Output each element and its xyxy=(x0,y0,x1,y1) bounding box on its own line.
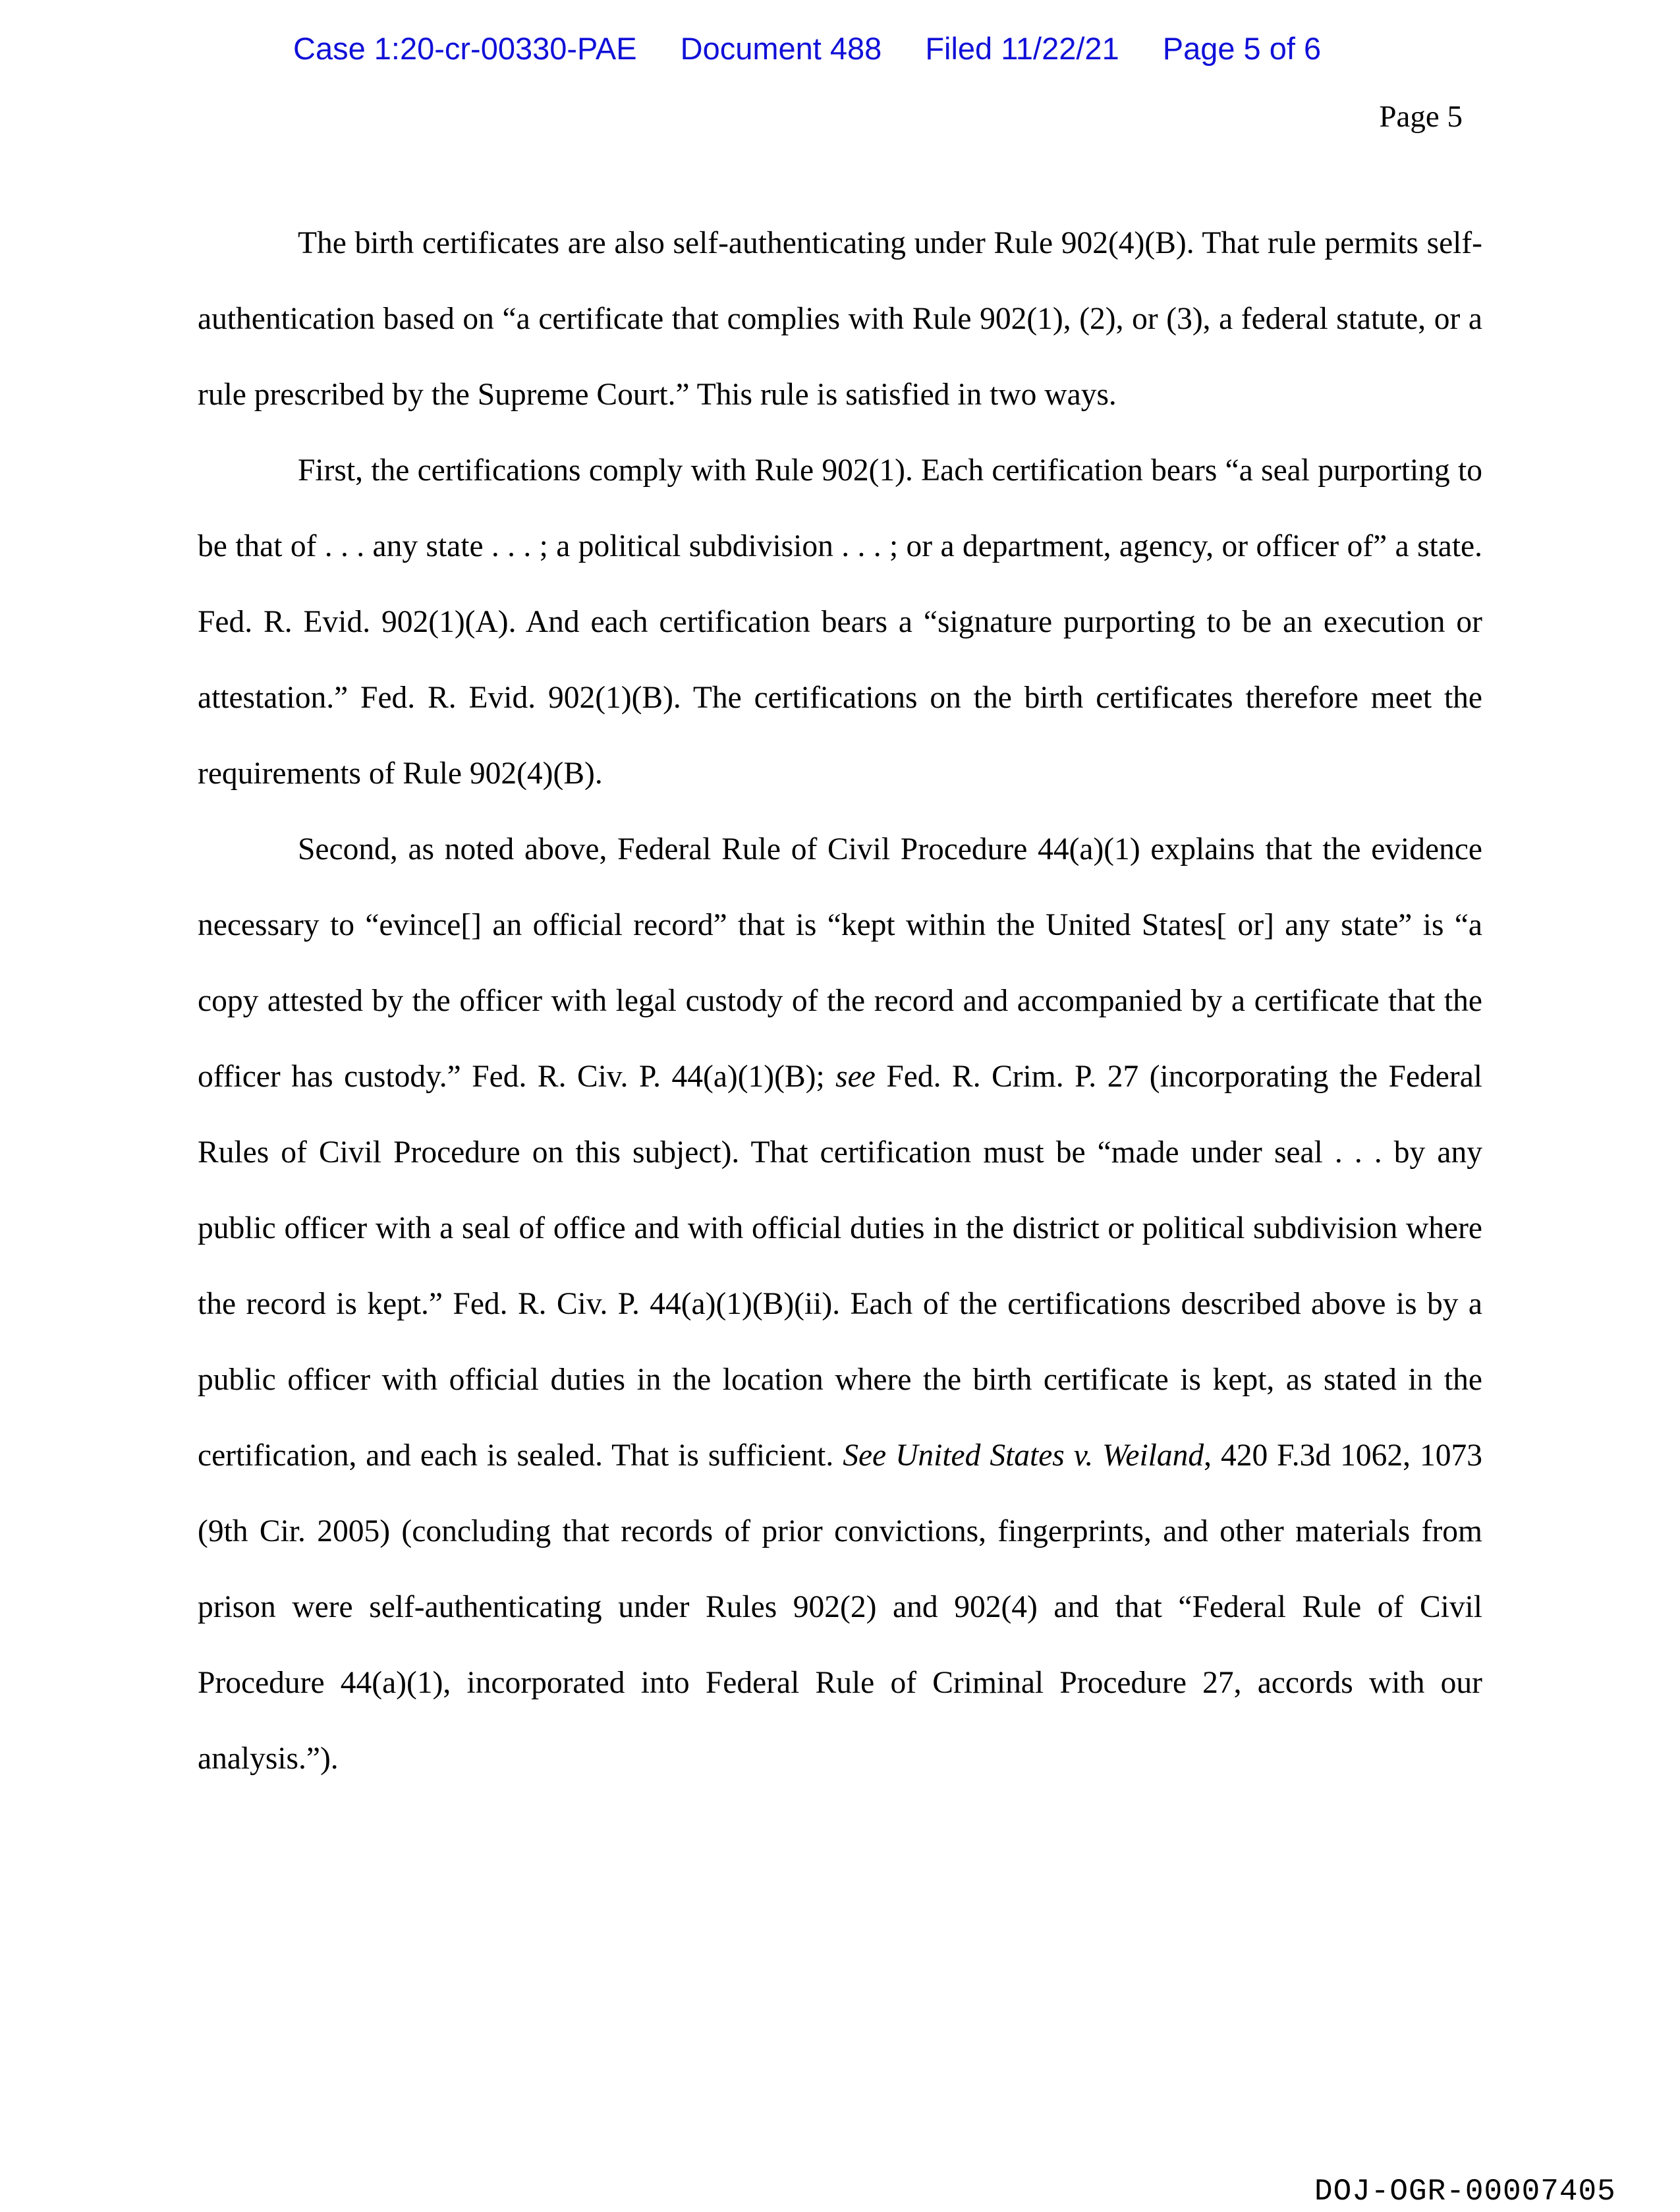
case-number: Case 1:20-cr-00330-PAE xyxy=(293,31,637,66)
signal-see: see xyxy=(835,1060,876,1094)
paragraph-text: Fed. R. Crim. P. 27 (incorporating the Federal Rules of Civil Procedure on this subject). That certification must be “made under seal . . . by any public officer with a seal of office and with official duties in the district or political subdivision where the record is kept.” Fed. R. Civ. P. 44(a)(1)(B)(ii). Each of the certifications described above is by a public officer with official duties in the location where the birth certificate is kept, as stated in the certification, and each is sealed. That is sufficient. xyxy=(198,1060,1482,1473)
paragraph-text: The birth certificates are also self-authenticating under Rule 902(4)(B). That rule permits self-authentication based on “a certificate that complies with Rule 902(1), (2), or (3), a federal statute, or a rule prescribed by the Supreme Court.” This rule is satisfied in two ways. xyxy=(198,226,1482,412)
document-body xyxy=(198,206,1482,1797)
page-count: Page 5 of 6 xyxy=(1162,31,1322,66)
filed-date: Filed 11/22/21 xyxy=(925,31,1119,66)
paragraph-1 xyxy=(198,206,1482,433)
paragraph-3 xyxy=(198,812,1482,1797)
ecf-header xyxy=(293,30,1364,67)
paragraph-text: , 420 F.3d 1062, 1073 (9th Cir. 2005) (concluding that records of prior convictions, fingerprints, and other materials from prison were self-authenticating under Rules 902(2) and 902(4) and that “Federal Rule of Civil Procedure 44(a)(1), incorporated into Federal Rule of Criminal Procedure 27, accords with our analysis.”). xyxy=(198,1438,1482,1776)
page-number: Page 5 xyxy=(1379,99,1463,134)
bates-stamp: DOJ-OGR-00007405 xyxy=(1314,2174,1616,2209)
case-citation-name: See United States v. Weiland xyxy=(843,1438,1204,1473)
paragraph-2 xyxy=(198,433,1482,812)
document-number: Document 488 xyxy=(680,31,882,66)
paragraph-text: First, the certifications comply with Rule 902(1). Each certification bears “a seal purporting to be that of . . . any state . . . ; a political subdivision . . . ; or a department, agency, or officer of” a state. Fed. R. Evid. 902(1)(A). And each certification bears a “signature purporting to be an execution or attestation.” Fed. R. Evid. 902(1)(B). The certifications on the birth certificates therefore meet the requirements of Rule 902(4)(B). xyxy=(198,453,1482,791)
paragraph-text: Second, as noted above, Federal Rule of Civil Procedure 44(a)(1) explains that the evidence necessary to “evince[] an official record” that is “kept within the United States[ or] any state” is “a copy attested by the officer with legal custody of the record and accompanied by a certificate that the officer has custody.” Fed. R. Civ. P. 44(a)(1)(B); xyxy=(198,832,1482,1094)
